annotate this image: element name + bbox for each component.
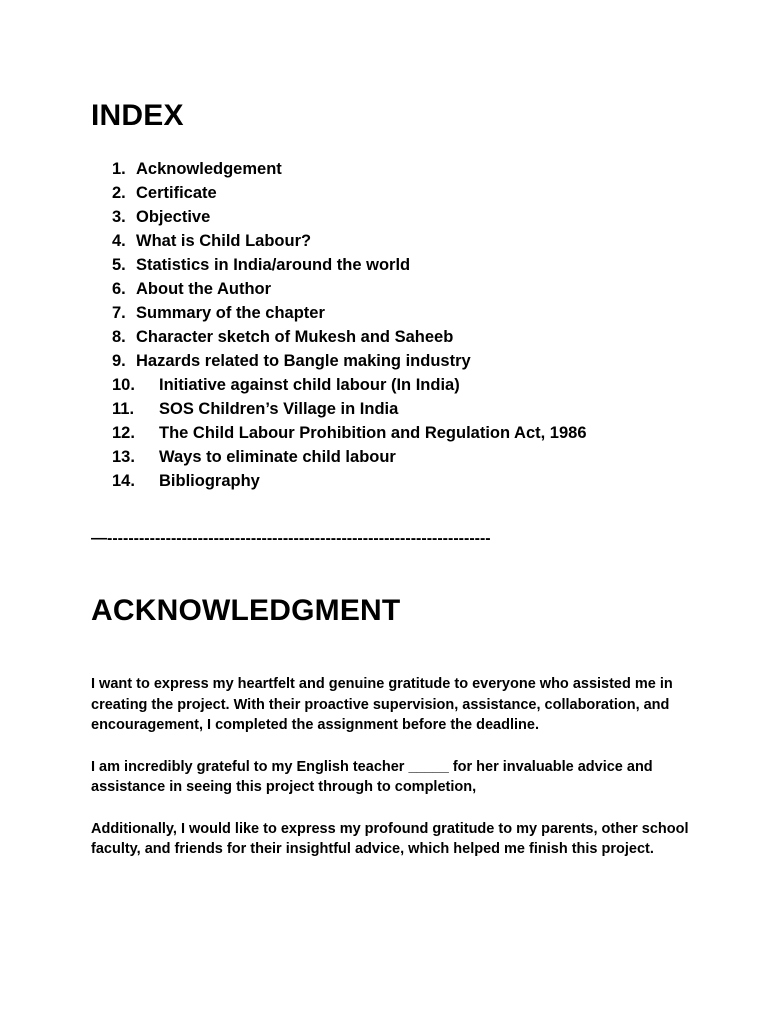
index-item-number: 1. [112, 160, 126, 178]
index-item-label: Hazards related to Bangle making industry [136, 352, 471, 370]
index-item [112, 445, 587, 469]
index-item-number: 5. [112, 256, 126, 274]
index-item-label: Bibliography [159, 472, 260, 490]
index-item-label: Acknowledgement [136, 160, 282, 178]
index-item [112, 277, 587, 301]
acknowledgment-body [91, 674, 691, 881]
index-item-label: Statistics in India/around the world [136, 256, 411, 274]
index-item-number: 12. [112, 424, 135, 442]
index-item-label: Ways to eliminate child labour [159, 448, 396, 466]
acknowledgment-heading: ACKNOWLEDGMENT [91, 594, 401, 627]
acknowledgment-paragraph: I want to express my heartfelt and genuine gratitude to everyone who assisted me in creating the project. With their proactive supervision, assistance, collaboration, and encouragement, I completed the assignment before the deadline. [91, 676, 673, 733]
acknowledgment-paragraph: Additionally, I would like to express my profound gratitude to my parents, other school faculty, and friends for their insightful advice, which helped me finish this project. [91, 820, 689, 857]
index-item [112, 397, 587, 421]
index-item-label: Certificate [136, 184, 217, 202]
index-item-number: 3. [112, 208, 126, 226]
index-item-number: 11. [112, 400, 135, 418]
index-item-number: 6. [112, 280, 126, 298]
index-item-number: 9. [112, 352, 126, 370]
index-item [112, 181, 587, 205]
index-item-number: 14. [112, 472, 135, 490]
index-item-number: 13. [112, 448, 135, 466]
index-item-number: 4. [112, 232, 126, 250]
index-item [112, 469, 587, 493]
section-divider: —------------------------------------------------------------------------ [91, 530, 491, 547]
index-item-number: 2. [112, 184, 126, 202]
index-item-number: 7. [112, 304, 126, 322]
index-item [112, 373, 587, 397]
index-item-label: Initiative against child labour (In India) [159, 376, 460, 394]
index-item-number: 10. [112, 376, 135, 394]
index-item [112, 253, 587, 277]
index-item-label: Summary of the chapter [136, 304, 325, 322]
index-heading: INDEX [91, 99, 184, 132]
index-item-number: 8. [112, 328, 126, 346]
index-item-label: About the Author [136, 280, 272, 298]
index-item-label: The Child Labour Prohibition and Regulation Act, 1986 [159, 424, 587, 442]
index-item-label: SOS Children’s Village in India [159, 400, 399, 418]
index-item [112, 229, 587, 253]
index-item-label: Objective [136, 208, 211, 226]
acknowledgment-paragraph: I am incredibly grateful to my English teacher _____ for her invaluable advice and assistance in seeing this project through to completion, [91, 758, 653, 795]
index-list [112, 157, 587, 493]
index-item [112, 301, 587, 325]
index-item-label: Character sketch of Mukesh and Saheeb [136, 328, 454, 346]
index-item [112, 349, 587, 373]
index-item [112, 205, 587, 229]
index-item-label: What is Child Labour? [136, 232, 312, 250]
index-item [112, 421, 587, 445]
index-item [112, 325, 587, 349]
index-item [112, 157, 587, 181]
